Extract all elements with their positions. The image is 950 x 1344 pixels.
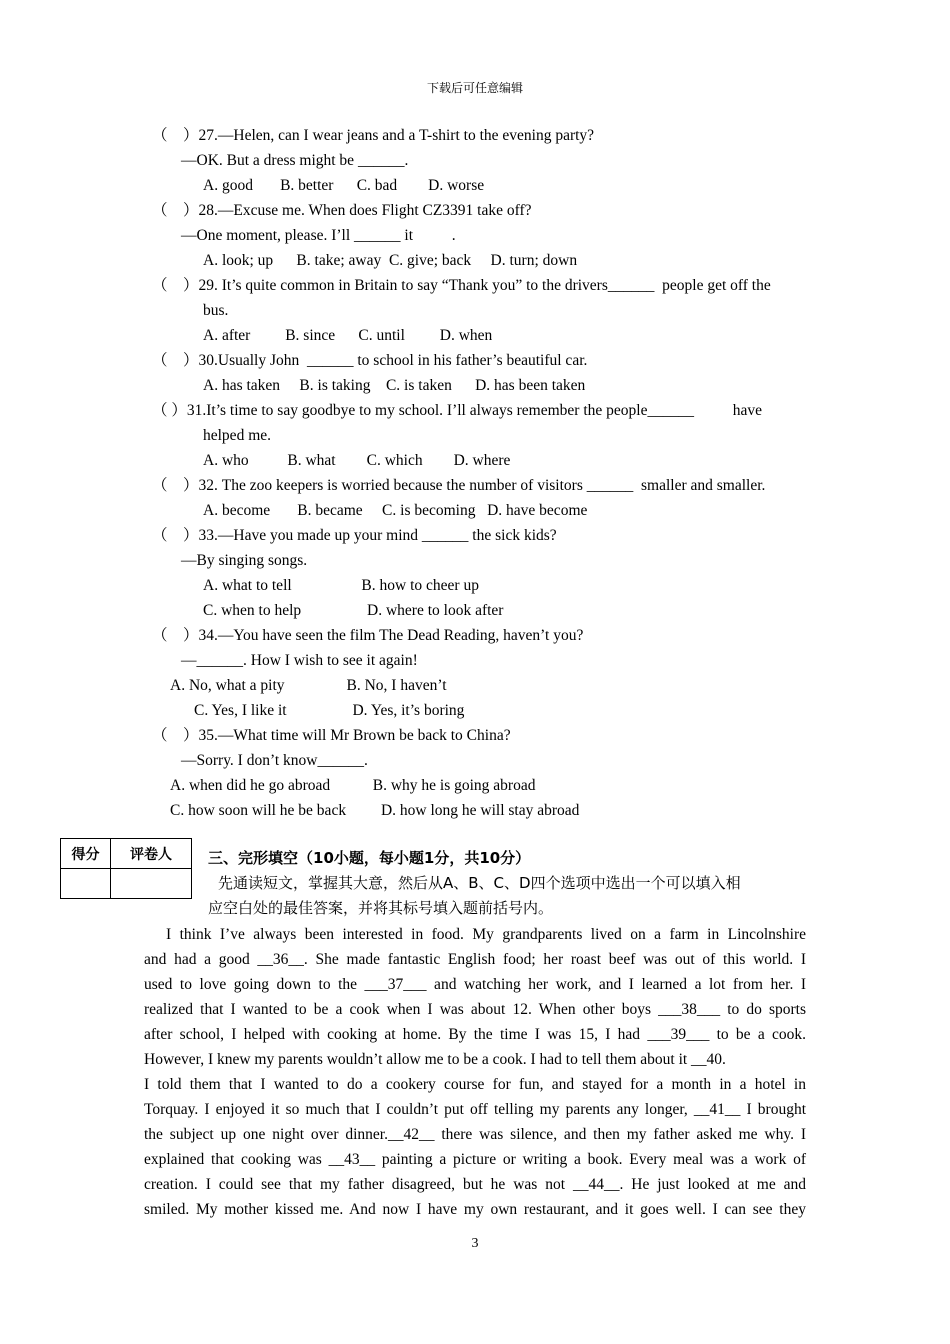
section-instruction-2: 应空白处的最佳答案，并将其标号填入题前括号内。 xyxy=(208,899,554,917)
question-stem: （ ）33.—Have you made up your mind ______ the sick kids? xyxy=(152,527,557,544)
section-instruction-1: 先通读短文，掌握其大意，然后从A、B、C、D四个选项中选出一个可以填入相 xyxy=(218,874,741,892)
passage-line: smiled. My mother kissed me. And now I have my own restaurant, and it goes well. I can see they xyxy=(144,1201,806,1218)
question-line: C. how soon will he be back D. how long he will stay abroad xyxy=(170,802,580,819)
question-line: A. look; up B. take; away C. give; back D. turn; down xyxy=(203,252,578,269)
question-line: —One moment, please. I’ll ______ it . xyxy=(181,227,456,244)
question-line: C. Yes, I like it D. Yes, it’s boring xyxy=(194,702,465,719)
passage-line: Torquay. I enjoyed it so much that I couldn’t put off telling my parents any longer, __41__ I brought xyxy=(144,1101,806,1118)
grader-header: 评卷人 xyxy=(111,839,192,869)
passage-line: the subject up one night over dinner.__42__ there was silence, and then my father asked me why. I xyxy=(144,1126,806,1143)
question-stem: （ ）27.—Helen, can I wear jeans and a T-shirt to the evening party? xyxy=(152,127,595,144)
question-stem: （ ）31.It’s time to say goodbye to my school. I’ll always remember the people______ have xyxy=(152,402,762,419)
passage-line: explained that cooking was __43__ painting a picture or writing a book. Every meal was a work of xyxy=(144,1151,806,1168)
question-line: helped me. xyxy=(203,427,272,444)
question-line: —Sorry. I don’t know______. xyxy=(181,752,368,769)
passage-line: realized that I wanted to be a cook when I was about 12. When other boys ___38___ to do sports xyxy=(144,1001,806,1018)
question-stem: （ ）29. It’s quite common in Britain to say “Thank you” to the drivers______ people get off the xyxy=(152,277,771,294)
passage-line: used to love going down to the ___37___ and watching her work, and I learned a lot from her. I xyxy=(144,976,806,993)
question-line: A. who B. what C. which D. where xyxy=(203,452,511,469)
question-stem: （ ）30.Usually John ______ to school in his father’s beautiful car. xyxy=(152,352,588,369)
question-line: A. after B. since C. until D. when xyxy=(203,327,493,344)
question-line: bus. xyxy=(203,302,229,319)
passage-line: after school, I helped with cooking at home. By the time I was 15, I had ___39___ to be a cook. xyxy=(144,1026,806,1043)
page-header: 下载后可任意编辑 xyxy=(426,81,523,95)
question-line: A. what to tell B. how to cheer up xyxy=(203,577,479,594)
question-line: A. has taken B. is taking C. is taken D. has been taken xyxy=(203,377,586,394)
question-line: A. become B. became C. is becoming D. have become xyxy=(203,502,588,519)
grader-cell xyxy=(111,869,192,899)
passage-line: However, I knew my parents wouldn’t allow me to be a cook. I had to tell them about it __40. xyxy=(144,1051,726,1068)
score-cell xyxy=(61,869,111,899)
question-line: —______. How I wish to see it again! xyxy=(181,652,418,669)
question-line: A. No, what a pity B. No, I haven’t xyxy=(170,677,447,694)
question-line: A. when did he go abroad B. why he is going abroad xyxy=(170,777,536,794)
section-title: 三、完形填空（10小题，每小题1分，共10分） xyxy=(208,849,531,867)
question-stem: （ ）34.—You have seen the film The Dead Reading, haven’t you? xyxy=(152,627,584,644)
question-stem: （ ）32. The zoo keepers is worried because the number of visitors ______ smaller and smaller. xyxy=(152,477,766,494)
question-stem: （ ）35.—What time will Mr Brown be back to China? xyxy=(152,727,511,744)
question-line: C. when to help D. where to look after xyxy=(203,602,504,619)
page-number: 3 xyxy=(471,1236,479,1251)
question-line: A. good B. better C. bad D. worse xyxy=(203,177,485,194)
cloze-passage xyxy=(144,922,806,1222)
passage-line: I told them that I wanted to do a cookery course for fun, and stayed for a month in a hotel in xyxy=(144,1076,806,1093)
question-line: —By singing songs. xyxy=(181,552,308,569)
passage-line: I think I’ve always been interested in food. My grandparents lived on a farm in Lincolnshire xyxy=(166,926,806,943)
passage-line: and had a good __36__. She made fantastic English food; her roast beef was out of this world. I xyxy=(144,951,806,968)
question-line: —OK. But a dress might be ______. xyxy=(181,152,409,169)
score-header: 得分 xyxy=(61,839,111,869)
score-table xyxy=(60,838,192,899)
passage-line: creation. I could see that my father disagreed, but he was not __44__. He just looked at me and xyxy=(144,1176,806,1193)
question-stem: （ ）28.—Excuse me. When does Flight CZ3391 take off? xyxy=(152,202,532,219)
